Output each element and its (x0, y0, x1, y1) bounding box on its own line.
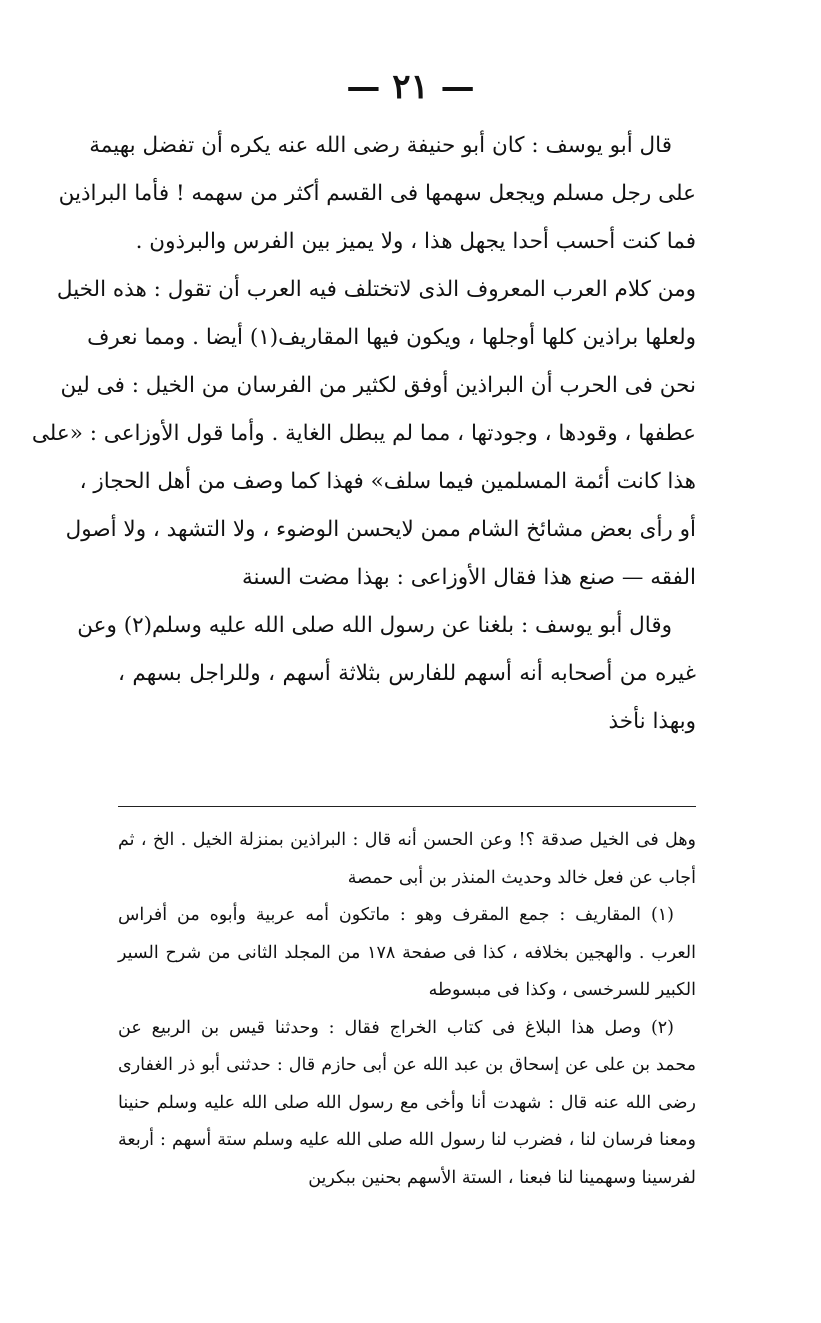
body-text-line: ومن كلام العرب المعروف الذى لاتختلف فيه العرب أن تقول : هذه الخيل (56, 277, 696, 302)
footnotes (118, 822, 696, 1197)
footnote-text-line: الكبير للسرخسى ، وكذا فى مبسوطه (428, 980, 696, 1000)
footnote-text-line: لفرسينا وسهمينا لنا فبعنا ، الستة الأسهم بحنين ببكرين (308, 1167, 696, 1188)
body-text-line: هذا كانت أئمة المسلمين فيما سلف» فهذا كما وصف من أهل الحجاز ، (79, 469, 696, 494)
footnote-text-line: (١) المقاريف : جمع المقرف وهو : ماتكون أمه عربية وأبوه من أفراس (118, 905, 674, 925)
page-number: — ٢١ — (346, 67, 475, 107)
body-text-line: فما كنت أحسب أحدا يجهل هذا ، ولا يميز بين الفرس والبرذون . (135, 229, 696, 254)
body-text-line: عطفها ، وقودها ، وجودتها ، مما لم يبطل الغاية . وأما قول الأوزاعى : «على (31, 421, 696, 446)
body-text-line: قال أبو يوسف : كان أبو حنيفة رضى الله عنه يكره أن تفضل بهيمة (89, 133, 672, 158)
body-text-line: أو رأى بعض مشائخ الشام ممن لايحسن الوضوء ، ولا التشهد ، ولا أصول (65, 517, 696, 542)
footnote-text-line: أجاب عن فعل خالد وحديث المنذر بن أبى حمصة (347, 867, 696, 888)
footnote-text-line: رضى الله عنه قال : شهدت أنا وأخى مع رسول الله صلى الله عليه وسلم حنينا (118, 1092, 696, 1113)
footnote-text-line: ومعنا فرسان لنا ، فضرب لنا رسول الله صلى الله عليه وسلم ستة أسهم : أربعة (118, 1130, 696, 1150)
main-text (31, 122, 696, 746)
footnote-text-line: العرب . والهجين بخلافه ، كذا فى صفحة ١٧٨ من المجلد الثانى من شرح السير (118, 942, 696, 963)
footnote-text-line: محمد بن على عن إسحاق بن عبد الله عن أبى حازم قال : حدثنى أبو ذر الغفارى (118, 1055, 696, 1075)
body-text-line: وبهذا نأخذ (608, 709, 696, 734)
body-text-line: ولعلها براذين كلها أوجلها ، ويكون فيها المقاريف(١) أيضا . ومما نعرف (87, 325, 696, 350)
body-text-line: على رجل مسلم ويجعل سهمها فى القسم أكثر من سهمه ! فأما البراذين (58, 181, 696, 206)
body-text-line: الفقه — صنع هذا فقال الأوزاعى : بهذا مضت السنة (241, 565, 696, 590)
body-text-line: غيره من أصحابه أنه أسهم للفارس بثلاثة أسهم ، وللراجل بسهم ، (118, 661, 696, 686)
footnote-text-line: وهل فى الخيل صدقة ؟! وعن الحسن أنه قال : البراذين بمنزلة الخيل . الخ ، ثم (118, 830, 696, 850)
footnote-text-line: (٢) وصل هذا البلاغ فى كتاب الخراج فقال : وحدثنا قيس بن الربيع عن (118, 1017, 674, 1038)
body-text-line: وقال أبو يوسف : بلغنا عن رسول الله صلى الله عليه وسلم(٢) وعن (77, 613, 672, 638)
footnote-separator (118, 806, 696, 807)
body-text-line: نحن فى الحرب أن البراذين أوفق لكثير من الفرسان من الخيل : فى لين (60, 373, 696, 398)
